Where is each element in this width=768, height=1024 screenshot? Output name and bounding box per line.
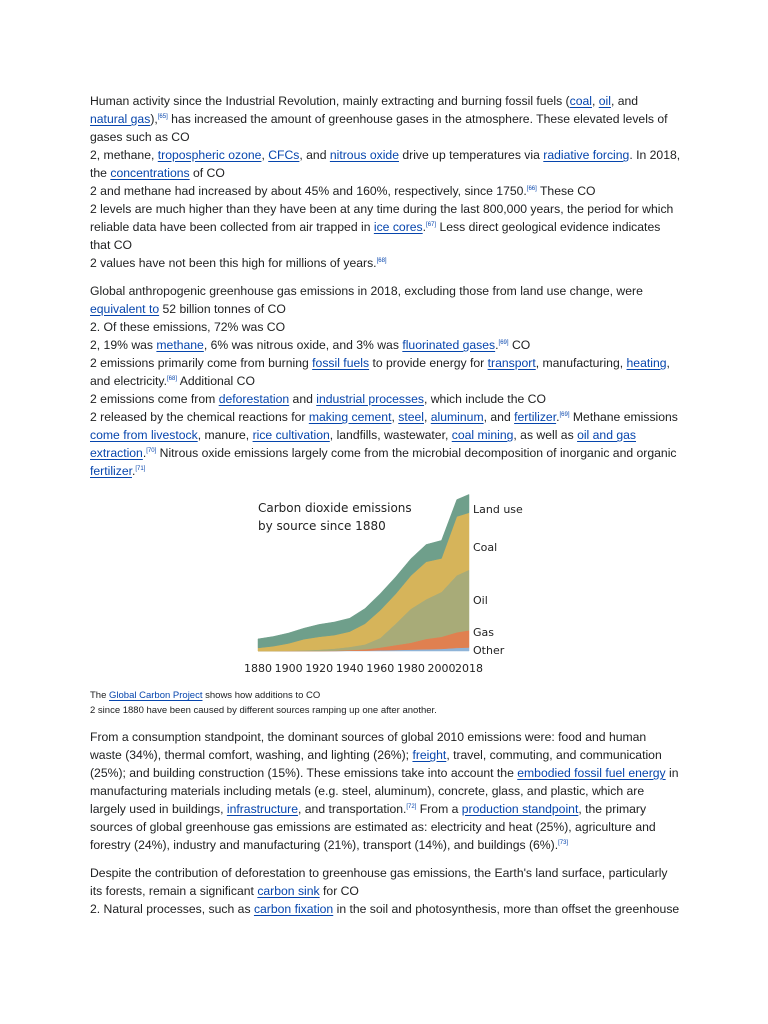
citation-ref[interactable]: [66] <box>526 185 537 192</box>
wiki-link[interactable]: production standpoint <box>461 802 579 816</box>
text-run: forestry (24%), industry and manufacturing (21%), transport (14%), and buildings (6%). <box>90 838 559 852</box>
text-run: to provide energy for <box>369 356 488 370</box>
text-line <box>90 182 682 200</box>
text-line <box>90 818 682 836</box>
text-run: that CO <box>90 238 132 252</box>
text-run: 2 emissions primarily come from burning <box>90 356 313 370</box>
legend-label-gas: Gas <box>473 626 494 639</box>
text-run: Less direct geological evidence indicates <box>436 220 661 234</box>
article-section-after-figure <box>90 728 682 918</box>
text-line <box>90 200 682 218</box>
text-line <box>90 426 682 444</box>
text-line <box>90 408 682 426</box>
text-run: 2 emissions come from <box>90 392 219 406</box>
wiki-link[interactable]: carbon fixation <box>253 902 334 916</box>
text-run: the <box>90 166 111 180</box>
figure-caption <box>90 688 682 718</box>
text-run: . <box>132 464 136 478</box>
x-tick-label: 1900 <box>274 662 303 675</box>
wiki-link[interactable]: tropospheric ozone <box>157 148 262 162</box>
wiki-link[interactable]: equivalent to <box>90 302 160 316</box>
text-run: in the soil and photosynthesis, more than offset the greenhouse <box>333 902 680 916</box>
text-line <box>90 900 682 918</box>
text-line <box>90 236 682 254</box>
text-run: . <box>422 220 427 234</box>
text-line <box>90 146 682 164</box>
text-run: Human activity since the Industrial Revolution, mainly extracting and burning fossil fuels ( <box>90 94 570 108</box>
text-line <box>90 800 682 818</box>
text-run: 2 values have not been this high for millions of years. <box>90 256 377 270</box>
text-run: 2. Natural processes, such as <box>90 902 254 916</box>
wiki-link[interactable]: ice cores <box>373 220 423 234</box>
text-run: , and <box>610 94 639 108</box>
wiki-link[interactable]: oil and gas <box>577 428 637 442</box>
legend-label-other: Other <box>473 644 505 657</box>
wiki-link[interactable]: extraction <box>90 446 143 460</box>
text-line <box>90 764 682 782</box>
text-run: , <box>666 356 670 370</box>
wiki-link[interactable]: carbon sink <box>257 884 320 898</box>
text-run: The <box>90 690 110 701</box>
text-run: . In 2018, <box>629 148 681 162</box>
x-tick-label: 1880 <box>244 662 272 675</box>
text-run: 2, 19% was <box>90 338 157 352</box>
text-line <box>90 164 682 182</box>
text-run: , <box>391 410 399 424</box>
legend-label-land-use: Land use <box>473 503 523 516</box>
text-line <box>90 836 682 854</box>
wiki-link[interactable]: steel <box>398 410 424 424</box>
citation-ref[interactable]: [73] <box>558 839 569 846</box>
text-run: in <box>665 766 679 780</box>
text-run: , manure, <box>197 428 253 442</box>
wiki-link[interactable]: coal <box>569 94 592 108</box>
citation-ref[interactable]: [69] <box>559 411 570 418</box>
wiki-link[interactable]: fluorinated gases <box>402 338 496 352</box>
paragraph <box>90 728 682 854</box>
text-run: Additional CO <box>177 374 255 388</box>
wiki-link[interactable]: CFCs <box>268 148 300 162</box>
text-run: , 6% was nitrous oxide, and 3% was <box>203 338 403 352</box>
article-body <box>90 92 682 918</box>
x-tick-label: 1980 <box>396 662 425 675</box>
text-line <box>90 882 682 900</box>
text-line <box>90 782 682 800</box>
wiki-link[interactable]: making cement <box>308 410 392 424</box>
text-line <box>90 218 682 236</box>
text-run: 2. Of these emissions, 72% was CO <box>90 320 286 334</box>
wiki-link[interactable]: concentrations <box>110 166 190 180</box>
wiki-link[interactable]: deforestation <box>218 392 290 406</box>
text-line <box>90 300 682 318</box>
text-run: , and <box>299 148 330 162</box>
co2-emissions-chart <box>90 488 682 688</box>
wiki-link[interactable]: oil <box>598 94 611 108</box>
text-line <box>90 254 682 272</box>
text-line <box>90 110 682 128</box>
text-run: , <box>423 410 431 424</box>
legend-label-coal: Coal <box>473 541 498 554</box>
x-tick-label: 1940 <box>335 662 364 675</box>
chart-legend <box>473 503 523 657</box>
citation-ref[interactable]: [67] <box>426 221 437 228</box>
x-tick-label: 1960 <box>366 662 395 675</box>
text-run: of CO <box>189 166 225 180</box>
text-line <box>90 688 682 703</box>
x-tick-label: 2018 <box>455 662 483 675</box>
text-run: Despite the contribution of deforestation to greenhouse gas emissions, the Earth's land surface, particularly <box>90 866 668 880</box>
article-section-before-figure <box>90 92 682 480</box>
text-line <box>90 746 682 764</box>
text-run: waste (34%), thermal comfort, washing, and lighting (26%); <box>90 748 413 762</box>
text-run: These CO <box>536 184 596 198</box>
text-run: . <box>556 410 560 424</box>
text-line <box>90 864 682 882</box>
citation-ref[interactable]: [68] <box>376 257 387 264</box>
x-tick-label: 1920 <box>305 662 334 675</box>
wiki-link[interactable]: natural gas <box>90 112 151 126</box>
wiki-link[interactable]: heating <box>626 356 667 370</box>
wiki-link[interactable]: embodied fossil fuel energy <box>517 766 666 780</box>
legend-label-oil: Oil <box>473 594 488 607</box>
text-run: , <box>261 148 269 162</box>
text-run: , which include the CO <box>423 392 546 406</box>
text-run: gases such as CO <box>90 130 190 144</box>
text-run: largely used in buildings, <box>90 802 227 816</box>
text-run: drive up temperatures via <box>398 148 544 162</box>
x-tick-label: 2000 <box>427 662 456 675</box>
text-line <box>90 703 682 718</box>
text-line <box>90 336 682 354</box>
text-run: Global anthropogenic greenhouse gas emissions in 2018, excluding those from land use change, were <box>90 284 643 298</box>
text-run: its forests, remain a significant <box>90 884 258 898</box>
wiki-link[interactable]: fertilizer <box>90 464 132 478</box>
text-run: shows how additions to CO <box>202 690 321 701</box>
text-line <box>90 318 682 336</box>
citation-ref[interactable]: [70] <box>146 447 157 454</box>
text-run: and electricity. <box>90 374 167 388</box>
text-run: ), <box>150 112 158 126</box>
text-line <box>90 462 682 480</box>
citation-ref[interactable]: [72] <box>406 803 417 810</box>
wiki-link[interactable]: freight <box>412 748 447 762</box>
text-run: manufacturing materials including metals (e.g. steel, aluminum), concrete, glass, and plastic, which are <box>90 784 645 798</box>
chart-title-line-1: Carbon dioxide emissions <box>258 501 412 515</box>
wiki-link[interactable]: Global Carbon Project <box>109 690 203 701</box>
citation-ref[interactable]: [65] <box>157 113 168 120</box>
wiki-link[interactable]: nitrous oxide <box>329 148 399 162</box>
citation-ref[interactable]: [69] <box>498 339 509 346</box>
text-run: , <box>591 94 599 108</box>
wiki-link[interactable]: industrial processes <box>316 392 424 406</box>
wiki-link[interactable]: infrastructure <box>226 802 298 816</box>
text-line <box>90 728 682 746</box>
text-line <box>90 372 682 390</box>
citation-ref[interactable]: [71] <box>135 465 146 472</box>
wiki-link[interactable]: come from livestock <box>90 428 198 442</box>
paragraph <box>90 864 682 918</box>
text-run: Methane emissions <box>569 410 678 424</box>
emissions-figure <box>90 488 682 688</box>
text-run: , travel, commuting, and communication <box>446 748 662 762</box>
chart-x-axis-ticks <box>244 662 483 675</box>
wiki-link[interactable]: fertilizer <box>514 410 557 424</box>
text-run: sources of global greenhouse gas emissions are estimated as: electricity and heat (25%), agriculture and <box>90 820 656 834</box>
text-run: 2 released by the chemical reactions for <box>90 410 309 424</box>
text-run: , manufacturing, <box>535 356 627 370</box>
text-run: , and <box>483 410 515 424</box>
text-run: , landfills, wastewater, <box>329 428 452 442</box>
text-run: for CO <box>319 884 359 898</box>
text-line <box>90 354 682 372</box>
text-run: From a <box>416 802 462 816</box>
text-run: , and transportation. <box>297 802 407 816</box>
wiki-link[interactable]: rice cultivation <box>252 428 330 442</box>
text-run: has increased the amount of greenhouse gases in the atmosphere. These elevated levels of <box>167 112 668 126</box>
text-run: 2 since 1880 have been caused by different sources ramping up one after another. <box>90 705 437 716</box>
text-line <box>90 128 682 146</box>
wiki-link[interactable]: radiative forcing <box>543 148 630 162</box>
text-run: 2 and methane had increased by about 45% and 160%, respectively, since 1750. <box>90 184 527 198</box>
text-line <box>90 92 682 110</box>
text-run: and <box>289 392 317 406</box>
text-line <box>90 282 682 300</box>
text-run: 2 levels are much higher than they have been at any time during the last 800,000 years, the period for which <box>90 202 674 216</box>
chart-title-line-2: by source since 1880 <box>258 519 386 533</box>
text-run: CO <box>508 338 531 352</box>
text-run: 2, methane, <box>90 148 158 162</box>
wiki-link[interactable]: methane <box>156 338 204 352</box>
wiki-link[interactable]: aluminum <box>430 410 484 424</box>
text-run: (25%); and building construction (15%). These emissions take into account the <box>90 766 518 780</box>
paragraph <box>90 282 682 480</box>
chart-areas <box>258 494 469 651</box>
paragraph <box>90 92 682 272</box>
text-line <box>90 390 682 408</box>
text-line <box>90 444 682 462</box>
wiki-link[interactable]: fossil fuels <box>312 356 370 370</box>
text-run: Nitrous oxide emissions largely come from the microbial decomposition of inorganic and organic <box>156 446 677 460</box>
text-run: . <box>142 446 147 460</box>
text-run: From a consumption standpoint, the dominant sources of global 2010 emissions were: food and human <box>90 730 647 744</box>
text-run: 52 billion tonnes of CO <box>159 302 286 316</box>
citation-ref[interactable]: [68] <box>167 375 178 382</box>
wiki-link[interactable]: coal mining <box>451 428 514 442</box>
text-run: reliable data have been collected from air trapped in <box>90 220 374 234</box>
text-run: , as well as <box>513 428 578 442</box>
wiki-link[interactable]: transport <box>487 356 536 370</box>
text-run: . <box>495 338 499 352</box>
text-run: , the primary <box>578 802 647 816</box>
